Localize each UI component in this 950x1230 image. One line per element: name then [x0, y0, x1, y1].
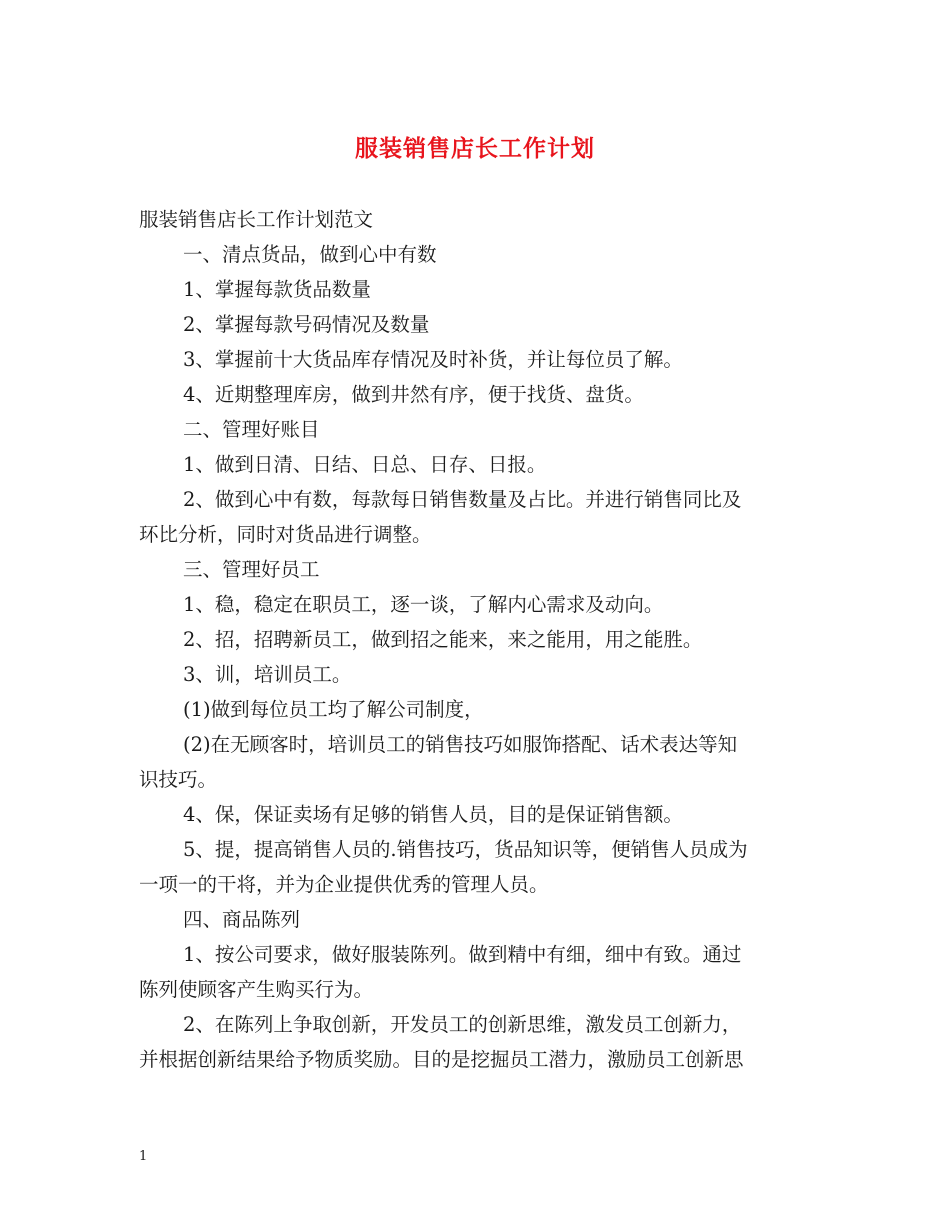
text-line: 2、招，招聘新员工，做到招之能来，来之能用，用之能胜。 [183, 628, 703, 651]
text-line: 1、按公司要求，做好服装陈列。做到精中有细，细中有致。通过 [183, 943, 742, 966]
text-line: (2)在无顾客时，培训员工的销售技巧如服饰搭配、话术表达等知 [183, 733, 738, 756]
text-line: 陈列使顾客产生购买行为。 [139, 978, 374, 1001]
text-line: 3、训，培训员工。 [183, 663, 352, 686]
text-line: 5、提，提高销售人员的.销售技巧，货品知识等，便销售人员成为 [183, 838, 748, 861]
text-line: 服装销售店长工作计划范文 [139, 208, 374, 231]
text-line: 2、做到心中有数，每款每日销售数量及占比。并进行销售同比及 [183, 488, 742, 511]
text-line: 1、做到日清、日结、日总、日存、日报。 [183, 453, 547, 476]
page-number: 1 [139, 1149, 148, 1164]
text-line: (1)做到每位员工均了解公司制度， [183, 698, 484, 721]
text-line: 并根据创新结果给予物质奖励。目的是挖掘员工潜力，激励员工创新思 [139, 1048, 744, 1071]
text-line: 4、近期整理库房，做到井然有序，便于找货、盘货。 [183, 383, 644, 406]
text-line: 4、保，保证卖场有足够的销售人员，目的是保证销售额。 [183, 803, 683, 826]
text-line: 环比分析，同时对货品进行调整。 [139, 523, 432, 546]
text-line: 识技巧。 [139, 768, 218, 791]
text-line: 一项一的干将，并为企业提供优秀的管理人员。 [139, 873, 549, 896]
text-line: 一、清点货品，做到心中有数 [183, 243, 437, 266]
text-line: 1、掌握每款货品数量 [183, 278, 371, 301]
text-line: 2、在陈列上争取创新，开发员工的创新思维，激发员工创新力， [183, 1013, 742, 1036]
document-body [139, 202, 815, 1077]
text-line: 3、掌握前十大货品库存情况及时补货，并让每位员了解。 [183, 348, 683, 371]
text-line: 1、稳，稳定在职员工，逐一谈，了解内心需求及动向。 [183, 593, 664, 616]
text-line: 四、商品陈列 [183, 908, 301, 931]
text-line: 二、管理好账目 [183, 418, 320, 441]
text-line: 2、掌握每款号码情况及数量 [183, 313, 430, 336]
text-line: 三、管理好员工 [183, 558, 320, 581]
document-title: 服装销售店长工作计划 [355, 135, 595, 162]
